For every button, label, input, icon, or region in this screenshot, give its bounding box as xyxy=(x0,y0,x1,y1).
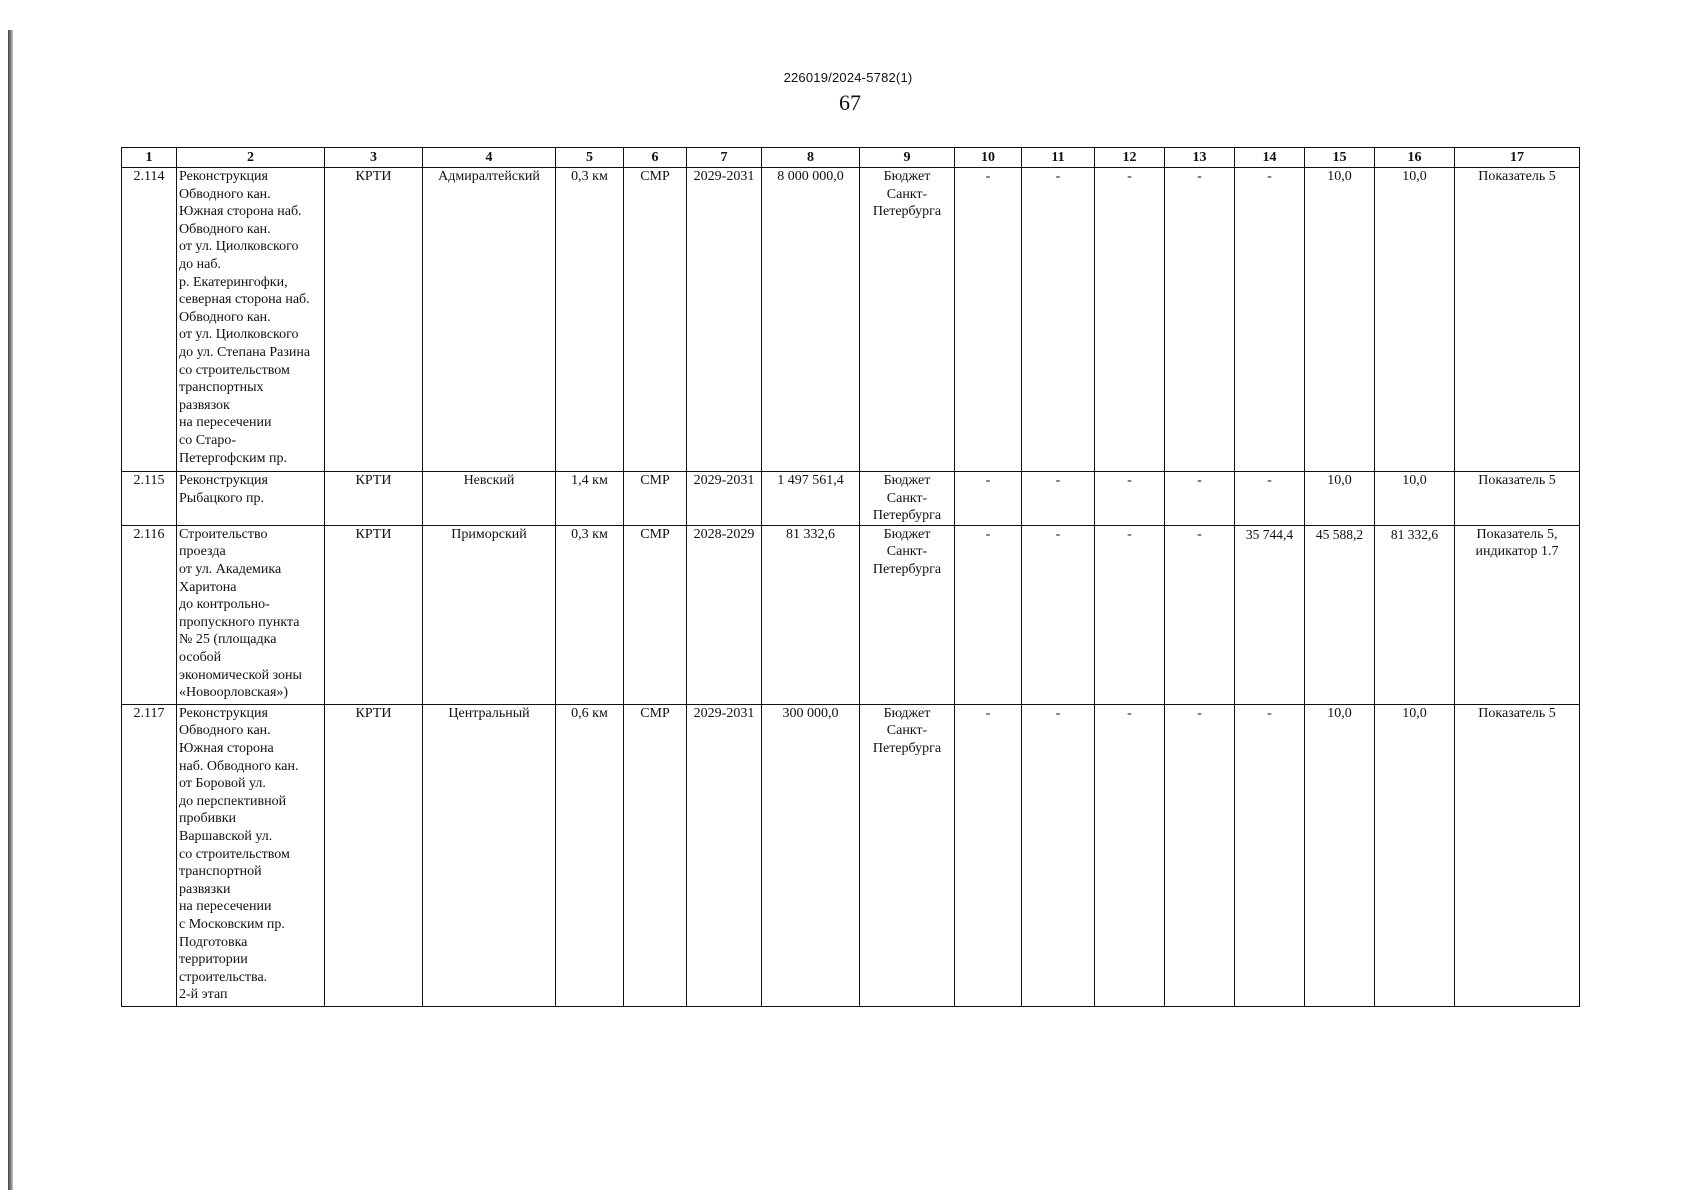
col-16-value: 81 332,6 xyxy=(1375,525,1455,704)
funding-source: Бюджет Санкт- Петербурга xyxy=(860,704,955,1006)
col-11-value: - xyxy=(1022,704,1095,1006)
customer: КРТИ xyxy=(325,168,423,472)
row-number: 2.117 xyxy=(122,704,177,1006)
indicator: Показатель 5, индикатор 1.7 xyxy=(1455,525,1580,704)
row-number: 2.114 xyxy=(122,168,177,472)
col-16-value: 10,0 xyxy=(1375,704,1455,1006)
total-cost: 300 000,0 xyxy=(762,704,860,1006)
col-14-value: 35 744,4 xyxy=(1235,525,1305,704)
indicator: Показатель 5 xyxy=(1455,704,1580,1006)
total-cost: 8 000 000,0 xyxy=(762,168,860,472)
period: 2029-2031 xyxy=(687,168,762,472)
object-name: Реконструкция Рыбацкого пр. xyxy=(177,472,325,526)
total-cost: 1 497 561,4 xyxy=(762,472,860,526)
total-cost: 81 332,6 xyxy=(762,525,860,704)
col-13-value: - xyxy=(1165,704,1235,1006)
funding-source: Бюджет Санкт- Петербурга xyxy=(860,168,955,472)
column-number: 2 xyxy=(177,148,325,168)
column-number: 3 xyxy=(325,148,423,168)
col-15-value: 10,0 xyxy=(1305,168,1375,472)
district: Приморский xyxy=(423,525,556,704)
period: 2028-2029 xyxy=(687,525,762,704)
indicator: Показатель 5 xyxy=(1455,472,1580,526)
funding-source: Бюджет Санкт- Петербурга xyxy=(860,525,955,704)
length: 0,6 км xyxy=(556,704,624,1006)
district: Центральный xyxy=(423,704,556,1006)
customer: КРТИ xyxy=(325,525,423,704)
column-number: 14 xyxy=(1235,148,1305,168)
customer: КРТИ xyxy=(325,704,423,1006)
length: 0,3 км xyxy=(556,168,624,472)
table-row xyxy=(122,525,1580,704)
col-12-value: - xyxy=(1095,168,1165,472)
table-row xyxy=(122,168,1580,472)
district: Невский xyxy=(423,472,556,526)
col-10-value: - xyxy=(955,704,1022,1006)
table-row xyxy=(122,472,1580,526)
scan-edge-shadow xyxy=(8,30,13,1190)
object-name: Строительство проезда от ул. Академика Харитона до контрольно- пропускного пункта № 25 (площадка особой экономической зоны «Новоорловская») xyxy=(177,525,325,704)
col-10-value: - xyxy=(955,168,1022,472)
col-14-value: - xyxy=(1235,168,1305,472)
col-15-value: 10,0 xyxy=(1305,704,1375,1006)
col-10-value: - xyxy=(955,525,1022,704)
column-number: 15 xyxy=(1305,148,1375,168)
period: 2029-2031 xyxy=(687,472,762,526)
work-type: СМР xyxy=(624,525,687,704)
col-11-value: - xyxy=(1022,472,1095,526)
funding-source: Бюджет Санкт- Петербурга xyxy=(860,472,955,526)
col-12-value: - xyxy=(1095,472,1165,526)
column-number: 10 xyxy=(955,148,1022,168)
col-11-value: - xyxy=(1022,168,1095,472)
col-15-value: 45 588,2 xyxy=(1305,525,1375,704)
column-number: 6 xyxy=(624,148,687,168)
column-number: 16 xyxy=(1375,148,1455,168)
col-12-value: - xyxy=(1095,525,1165,704)
col-13-value: - xyxy=(1165,525,1235,704)
work-type: СМР xyxy=(624,168,687,472)
column-number: 9 xyxy=(860,148,955,168)
col-11-value: - xyxy=(1022,525,1095,704)
col-12-value: - xyxy=(1095,704,1165,1006)
column-number-row xyxy=(122,148,1580,168)
column-number: 4 xyxy=(423,148,556,168)
column-number: 13 xyxy=(1165,148,1235,168)
document-id: 226019/2024-5782(1) xyxy=(783,70,913,85)
row-number: 2.116 xyxy=(122,525,177,704)
period: 2029-2031 xyxy=(687,704,762,1006)
column-number: 7 xyxy=(687,148,762,168)
column-number: 8 xyxy=(762,148,860,168)
col-16-value: 10,0 xyxy=(1375,472,1455,526)
work-type: СМР xyxy=(624,704,687,1006)
col-10-value: - xyxy=(955,472,1022,526)
col-13-value: - xyxy=(1165,168,1235,472)
column-number: 5 xyxy=(556,148,624,168)
object-name: Реконструкция Обводного кан. Южная сторона наб. Обводного кан. от ул. Циолковского до наб. р. Екатерингофки, северная сторона наб. Обводного кан. от ул. Циолковского до ул. Степана Разина со строительством транспортных развязок на пересечении со Старо- Петергофским пр. xyxy=(177,168,325,472)
length: 1,4 км xyxy=(556,472,624,526)
register-table xyxy=(121,147,1580,1007)
table-row xyxy=(122,704,1580,1006)
page-number: 67 xyxy=(839,90,861,115)
col-15-value: 10,0 xyxy=(1305,472,1375,526)
column-number: 17 xyxy=(1455,148,1580,168)
col-14-value: - xyxy=(1235,704,1305,1006)
length: 0,3 км xyxy=(556,525,624,704)
district: Адмиралтейский xyxy=(423,168,556,472)
col-13-value: - xyxy=(1165,472,1235,526)
work-type: СМР xyxy=(624,472,687,526)
indicator: Показатель 5 xyxy=(1455,168,1580,472)
column-number: 11 xyxy=(1022,148,1095,168)
col-14-value: - xyxy=(1235,472,1305,526)
col-16-value: 10,0 xyxy=(1375,168,1455,472)
row-number: 2.115 xyxy=(122,472,177,526)
object-name: Реконструкция Обводного кан. Южная сторона наб. Обводного кан. от Боровой ул. до перспективной пробивки Варшавской ул. со строительством транспортной развязки на пересечении с Московским пр. Подготовка территории строительства. 2-й этап xyxy=(177,704,325,1006)
column-number: 1 xyxy=(122,148,177,168)
column-number: 12 xyxy=(1095,148,1165,168)
customer: КРТИ xyxy=(325,472,423,526)
